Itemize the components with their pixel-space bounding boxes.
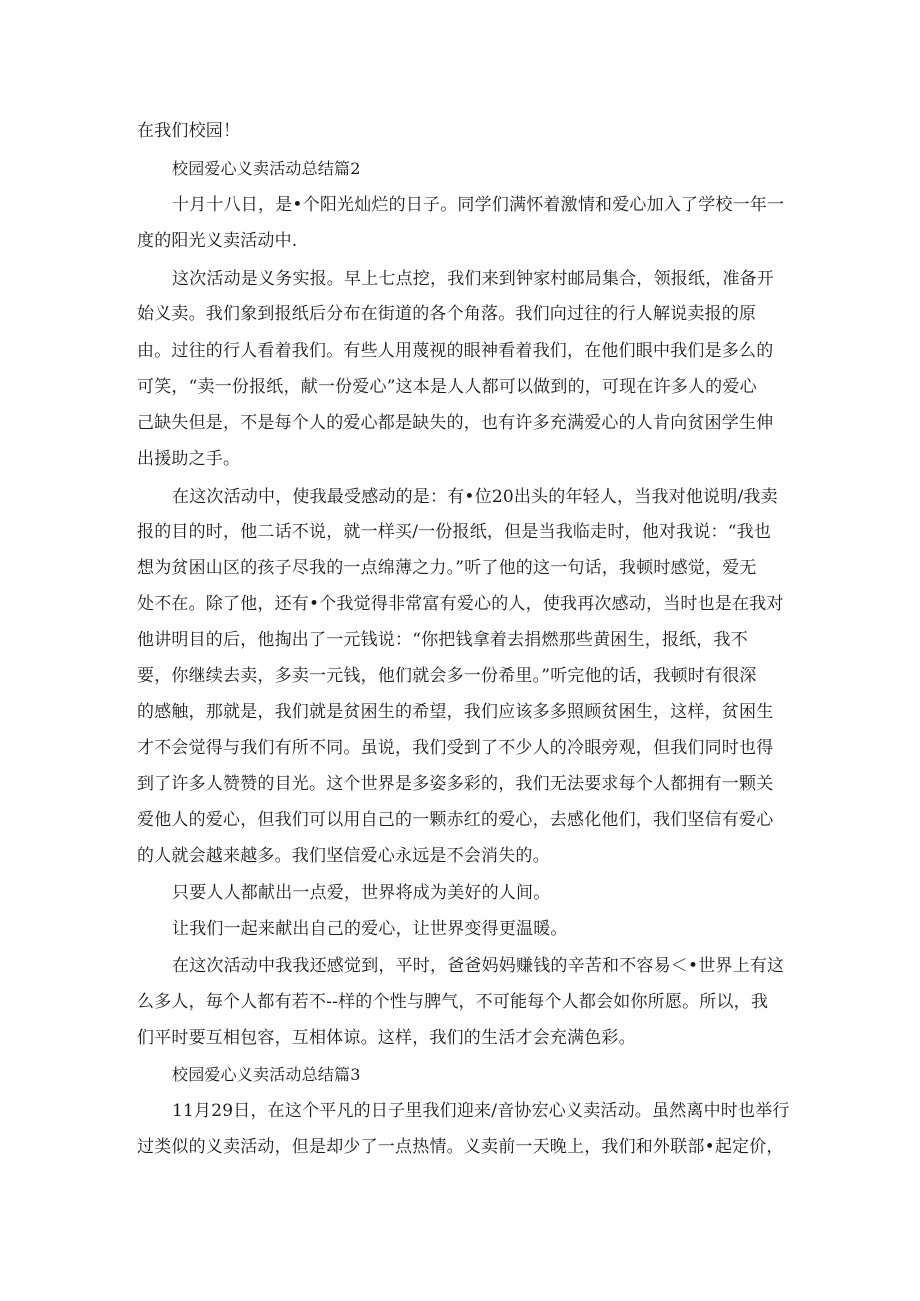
text-line: 处不在。除了他，还有•个我觉得非常富有爱心的人，使我再次感动，当时也是在我对 xyxy=(137,594,784,614)
text-line: 只要人人都献出一点爱，世界将成为美好的人间。 xyxy=(172,883,551,903)
text-line: 在这次活动中我我还感觉到，平时，爸爸妈妈赚钱的辛苦和不容易＜•世界上有这 xyxy=(172,956,785,976)
text-line: 11月29日，在这个平凡的日子里我们迎来/音协宏心义卖活动。虽然离中时也举行 xyxy=(172,1101,790,1121)
text-line: 让我们一起来献出自己的爱心，让世界变得更温暖。 xyxy=(172,919,568,939)
text-line: 在这次活动中，使我最受感动的是：有•位20出头的年轻人，当我对他说明/我卖 xyxy=(172,487,778,507)
text-line: 出援助之手。 xyxy=(137,449,241,469)
text-line: 己缺失但是，不是每个人的爱心都是缺失的，也有许多充满爱心的人肯向贫困学生伸 xyxy=(137,413,774,433)
text-line: 可笑，“卖一份报纸，献一份爱心”这本是人人都可以做到的，可现在许多人的爱心 xyxy=(137,377,757,397)
text-line: 么多人，毎个人都有若不--样的个性与脾气，不可能每个人都会如你所愿。所以，我 xyxy=(137,992,769,1012)
section-heading: 校园爱心义卖活动总结篇2 xyxy=(172,159,361,178)
text-line: 到了许多人赞赞的目光。这个世界是多姿多彩的，我们无法要求每个人都拥有一颗关 xyxy=(137,774,774,794)
text-line: 他讲明目的后，他掏出了一元钱说：“你把钱拿着去捐燃那些黄困生，报纸，我不 xyxy=(137,630,748,650)
text-line: 爱他人的爱心，但我们可以用自己的一颗赤红的爱心，去感化他们，我们坚信有爱心 xyxy=(137,810,774,830)
text-line: 报的目的时，他二话不说，就一样买/一份报纸，但是当我临走时，他对我说：“我也 xyxy=(137,522,772,542)
text-line: 由。过往的行人看着我们。有些人用蔑视的眼神看着我们，在他们眼中我们是多么的 xyxy=(137,341,774,361)
text-line: 的人就会越来越多。我们坚信爱心永远是不会消失的。 xyxy=(137,846,550,866)
text-line: 这次活动是义务实报。早上七点挖，我们来到钟家村邮局集合，领报纸，准备开 xyxy=(172,269,774,289)
text-line: 想为贫困山区的孩子尽我的一点绵薄之力。”听了他的这一句话，我顿时感觉，爱无 xyxy=(137,558,757,578)
section-heading: 校园爱心义卖活动总结篇3 xyxy=(172,1065,361,1084)
text-line: 才不会觉得与我们有所不同。虽说，我们受到了不少人的冷眼旁观，但我们同时也得 xyxy=(137,738,774,758)
text-line: 的感触，那就是，我们就是贫困生的希望，我们应该多多照顾贫困生，这样，贫困生 xyxy=(137,702,774,722)
text-line: 始义卖。我们象到报纸后分布在街道的各个角落。我们向过往的行人解说卖报的原 xyxy=(137,304,757,324)
text-line: 度的阳光义卖活动中. xyxy=(137,231,298,251)
text-line: 们平时要互相包容，互相体谅。这样，我们的生活才会充满色彩。 xyxy=(137,1028,636,1048)
text-line: 在我们校园！ xyxy=(137,121,241,141)
text-line: 过类似的义卖活动，但是却少了一点热情。义卖前一天晚上，我们和外联部•起定价， xyxy=(137,1137,784,1157)
text-line: 十月十八日，是•个阳光灿烂的日子。同学们满怀着激情和爱心加入了学校一年一 xyxy=(172,195,785,215)
text-line: 要，你继续去卖，多卖一元钱，他们就会多一份希里。”听完他的话，我顿时有很深 xyxy=(137,666,757,686)
